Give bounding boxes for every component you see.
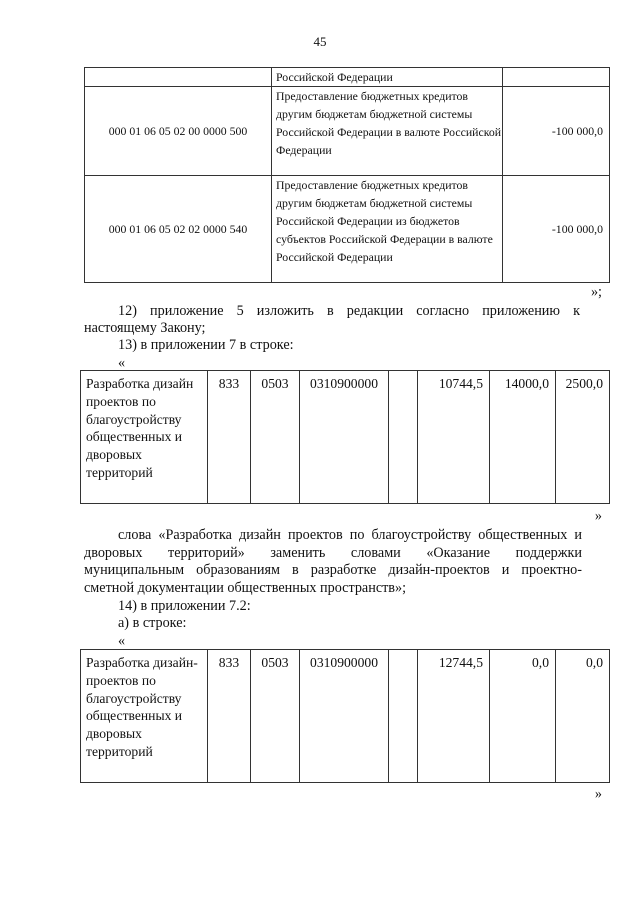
target-item-cell: 0310900000	[300, 371, 389, 504]
table-row	[81, 371, 610, 504]
description-cell: Предоставление бюджетных кредитов другим бюджетам бюджетной системы Российской Федерации в валюте Российской Федерации	[272, 87, 503, 176]
section-cell: 0503	[251, 371, 300, 504]
open-quote: «	[118, 633, 126, 649]
amount-cell: 14000,0	[490, 371, 556, 504]
section-cell: 0503	[251, 650, 300, 783]
table-row	[85, 176, 610, 283]
closing-quote: »;	[590, 284, 602, 300]
appendix-7-row-table	[80, 370, 610, 504]
item-13: 13) в приложении 7 в строке:	[118, 337, 294, 353]
name-cell: Разработка дизайн проектов по благоустройству общественных и дворовых территорий	[81, 371, 208, 504]
code-cell: 000 01 06 05 02 02 0000 540	[85, 176, 272, 283]
item-14: 14) в приложении 7.2:	[118, 598, 251, 614]
budget-sources-table	[84, 67, 610, 283]
close-quote: »	[594, 786, 602, 802]
expense-type-cell	[389, 371, 418, 504]
amount-cell: 12744,5	[418, 650, 490, 783]
expense-type-cell	[389, 650, 418, 783]
open-quote: «	[118, 355, 126, 371]
item-12-line-1: 12) приложение 5 изложить в редакции согласно приложению к	[118, 303, 580, 319]
amount-cell: 0,0	[490, 650, 556, 783]
code-cell	[85, 68, 272, 87]
words-line-3: муниципальным образованиям в разработке дизайн-проектов и проектно-	[84, 562, 582, 578]
close-quote: »	[594, 508, 602, 524]
amount-cell: 2500,0	[556, 371, 610, 504]
words-line-2: дворовых территорий» заменить словами «Оказание поддержки	[84, 545, 582, 561]
item-12-line-2: настоящему Закону;	[84, 320, 206, 336]
description-cell: Предоставление бюджетных кредитов другим бюджетам бюджетной системы Российской Федерации из бюджетов субъектов Российской Федерации в валюте Российской Федерации	[272, 176, 503, 283]
table-row	[85, 68, 610, 87]
amount-cell: -100 000,0	[503, 176, 610, 283]
words-line-4: сметной документации общественных пространств»;	[84, 580, 407, 596]
appendix-7-2-row-table	[80, 649, 610, 783]
target-item-cell: 0310900000	[300, 650, 389, 783]
amount-cell: 0,0	[556, 650, 610, 783]
code-cell: 000 01 06 05 02 00 0000 500	[85, 87, 272, 176]
table-row	[81, 650, 610, 783]
amount-cell: 10744,5	[418, 371, 490, 504]
description-cell: Российской Федерации	[272, 68, 503, 87]
amount-cell	[503, 68, 610, 87]
words-line-1: слова «Разработка дизайн проектов по благоустройству общественных и	[118, 527, 582, 543]
grbs-cell: 833	[208, 371, 251, 504]
grbs-cell: 833	[208, 650, 251, 783]
name-cell: Разработка дизайн-проектов по благоустройству общественных и дворовых территорий	[81, 650, 208, 783]
amount-cell: -100 000,0	[503, 87, 610, 176]
table-row	[85, 87, 610, 176]
item-14a: а) в строке:	[118, 615, 187, 631]
page-number: 45	[313, 34, 327, 49]
